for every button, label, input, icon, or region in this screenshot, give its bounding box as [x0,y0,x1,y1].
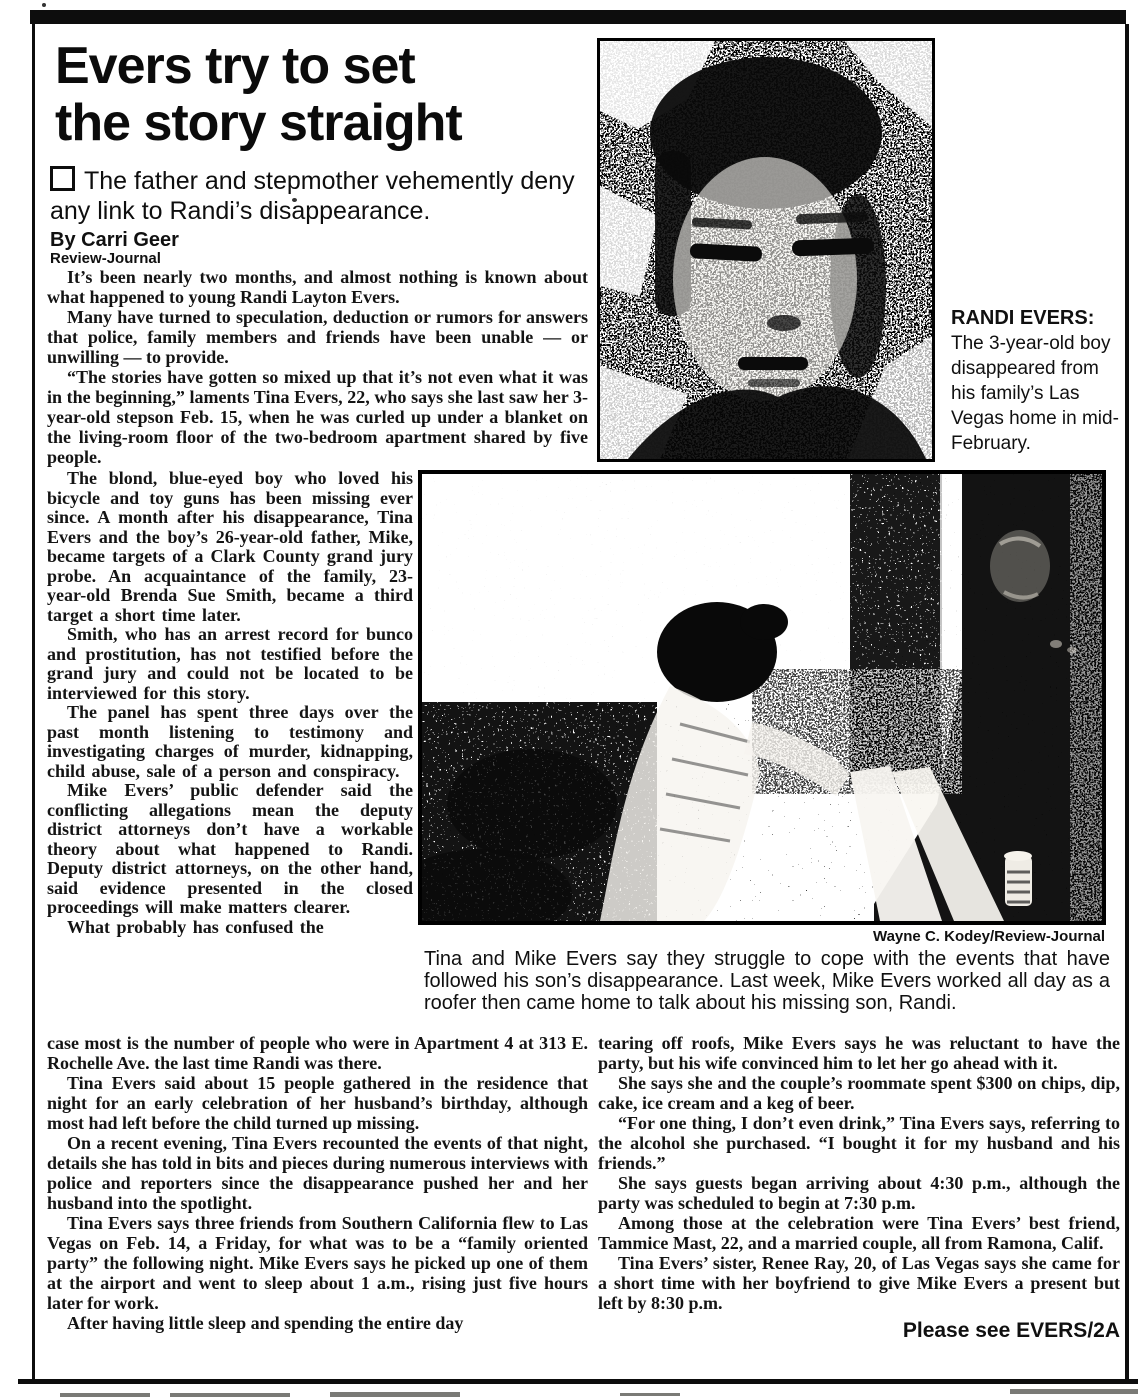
paragraph: It’s been nearly two months, and almost nothing is known about what happened to young Randi Layton Evers. [47,267,588,307]
paragraph: Mike Evers’ public defender said the conflicting allegations mean the deputy district attorneys don’t have a workable theory about what happened to Randi. Deputy district attorneys, on the other hand, said evidence presented in the closed proceedings will make matters clearer. [47,780,413,917]
randi-photo-image [600,41,932,459]
scan-artifact [330,1392,460,1397]
paragraph: Tina Evers said about 15 people gathered in the residence that night for an early celebration of her husband’s birthday, although most had left before the child turned up missing. [47,1073,588,1133]
continued-notice: Please see EVERS/2A [902,1319,1120,1342]
bottom-left-column [47,1033,588,1333]
paragraph: After having little sleep and spending the entire day [67,1313,464,1333]
paragraph: Among those at the celebration were Tina Evers’ best friend, Tammice Mast, 22, and a married couple, all from Ramona, Calif. [598,1213,1120,1253]
couch-caption: Tina and Mike Evers say they struggle to cope with the events that have followed his son’s disappearance. Last week, Mike Evers worked all day as a roofer then came home to talk about his missing son, Randi. [424,948,1110,1014]
subhead-text: The father and stepmother vehemently deny any link to Randi’s disappearance. [50,167,575,225]
couch-photo-image [422,474,1102,921]
headline-line1: Evers try to set [55,37,415,95]
scan-artifact [620,1393,680,1396]
paragraph: Tina Evers says three friends from Southern California flew to Las Vegas on Feb. 14, a Friday, for what was to be a “family oriented party” the following night. Mike Evers says he picked up one of them at the airport and went to sleep about 1 a.m., rising just five hours later for work. [47,1213,588,1313]
checkbox-square-icon [50,166,75,191]
scan-artifact [170,1393,290,1397]
scan-artifact [42,3,46,7]
randi-caption [951,306,1119,456]
right-rule [1125,24,1129,1382]
headline-line2: the story straight [55,94,462,152]
byline: By Carri Geer [50,229,179,251]
scan-artifact [60,1393,150,1397]
bottom-right-column [598,1033,1120,1343]
randi-caption-body: The 3-year-old boy disappeared from his family’s Las Vegas home in mid-February. [951,333,1119,454]
bottom-rule [18,1379,1138,1384]
paragraph: tearing off roofs, Mike Evers says he was reluctant to have the party, but his wife convinced him to let her go ahead with it. [598,1033,1120,1073]
paragraph: She says guests began arriving about 4:30 p.m., although the party was scheduled to begin at 7:30 p.m. [598,1173,1120,1213]
paragraph: The blond, blue-eyed boy who loved his bicycle and toy guns has been missing ever since. A month after his disappearance, Tina Evers and the boy’s 26-year-old father, Mike, became targets of a Clark County grand jury probe. An acquaintance of the family, 23-year-old Brenda Sue Smith, became a third target a short time later. [47,468,413,625]
paragraph: Tina Evers’ sister, Renee Ray, 20, of Las Vegas says she came for a short time with her boyfriend to give Mike Evers a present but left by 8:30 p.m. [598,1253,1120,1313]
paragraph: What probably has confused the [67,916,324,937]
paragraph: case most is the number of people who were in Apartment 4 at 313 E. Rochelle Ave. the last time Randi was there. [47,1033,588,1073]
subhead [50,166,595,226]
scan-artifact [1010,1389,1138,1394]
byline-organization: Review-Journal [50,250,161,267]
paragraph: Many have turned to speculation, deduction or rumors for answers that police, family members and friends have been unable — or unwilling — to provide. [47,307,588,367]
intro-column [47,267,588,467]
randi-caption-title: RANDI EVERS: [951,307,1095,329]
photo-credit: Wayne C. Kodey/Review-Journal [872,928,1105,945]
randi-photo [597,38,935,462]
paragraph: “For one thing, I don’t even drink,” Tina Evers says, referring to the alcohol she purchased. “I bought it for my husband and his friends.” [598,1113,1120,1173]
paragraph: On a recent evening, Tina Evers recounted the events of that night, details she has told in bits and pieces during numerous interviews with police and reporters since the disappearance pushed her and her husband into the spotlight. [47,1133,588,1213]
couch-photo [418,470,1106,925]
paragraph: She says she and the couple’s roommate spent $300 on chips, dip, cake, ice cream and a keg of beer. [598,1073,1120,1113]
left-rule [32,24,35,1382]
paragraph: “The stories have gotten so mixed up that it’s not even what it was in the beginning,” laments Tina Evers, 22, who says she last saw her 3-year-old stepson Feb. 15, when he was curled up under a blanket on the living-room floor of the two-bedroom apartment shared by five people. [47,367,588,467]
headline [55,38,595,152]
top-rule [30,10,1126,24]
narrow-column [47,469,413,937]
paragraph: Smith, who has an arrest record for bunco and prostitution, has not testified before the grand jury and could not be located to be interviewed for this story. [47,624,413,703]
paragraph: The panel has spent three days over the past month listening to testimony and investigating charges of murder, kidnapping, child abuse, sale of a person and conspiracy. [47,702,413,781]
